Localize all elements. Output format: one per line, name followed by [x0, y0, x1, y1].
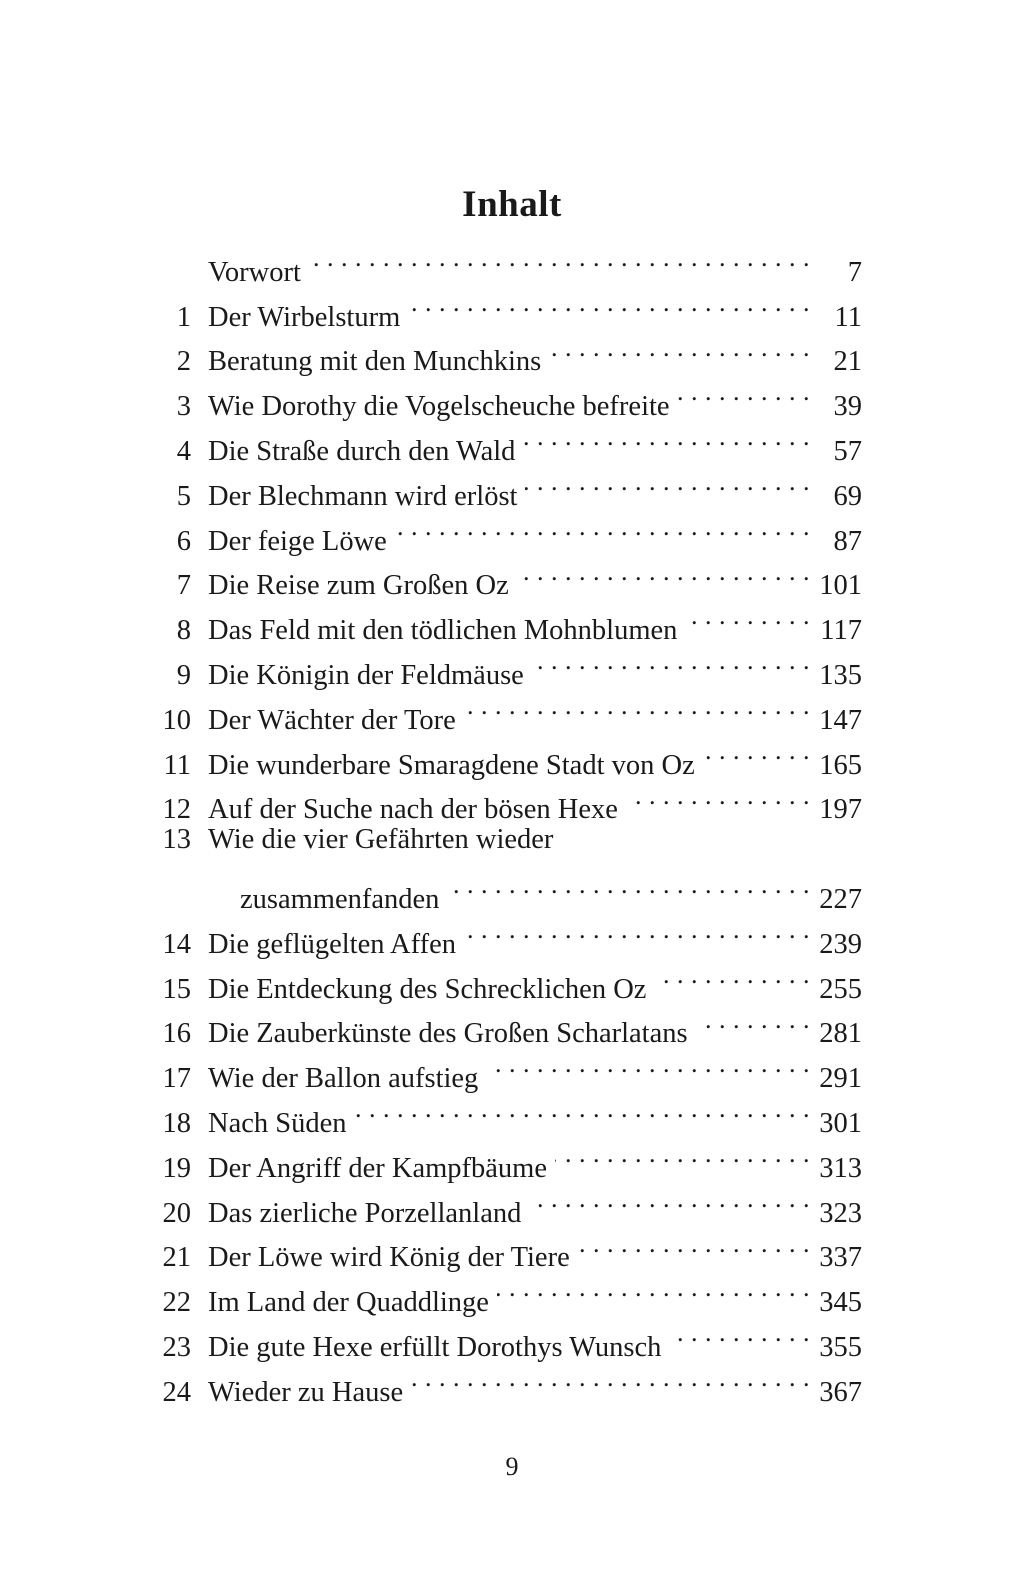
chapter-title: Vorwort — [208, 256, 301, 288]
leader-dots — [486, 1042, 810, 1087]
chapter-title: Der Blechmann wird erlöst — [208, 480, 518, 512]
chapter-title: Die wunderbare Smaragdene Stadt von Oz — [208, 749, 695, 781]
leader-dots — [626, 774, 810, 819]
chapter-number: 13 — [162, 824, 191, 856]
chapter-number: 11 — [163, 749, 191, 781]
chapter-number: 19 — [162, 1152, 191, 1184]
chapter-title: Der Löwe wird König der Tiere — [208, 1242, 570, 1274]
chapter-number: 22 — [162, 1287, 191, 1319]
chapter-number: 18 — [162, 1107, 191, 1139]
toc-entry-vorwort[interactable] — [150, 236, 862, 288]
leader-dots — [525, 460, 810, 505]
leader-dots — [464, 908, 810, 953]
chapter-title: Auf der Suche nach der bösen Hexe — [208, 794, 618, 826]
leader-dots — [678, 370, 810, 415]
leader-dots — [497, 1266, 810, 1311]
chapter-title: Die Königin der Feldmäuse — [208, 659, 524, 691]
leader-dots — [555, 1132, 810, 1177]
chapter-number: 2 — [176, 346, 191, 378]
chapter-number: 4 — [176, 435, 191, 467]
chapter-title: Wieder zu Hause — [208, 1376, 404, 1408]
page-number: 69 — [833, 480, 862, 512]
page-title: Inhalt — [462, 183, 562, 225]
leader-dots — [685, 594, 810, 639]
chapter-title-continued: zusammenfanden — [240, 883, 440, 915]
leader-dots — [447, 863, 810, 908]
leader-dots — [549, 326, 810, 371]
leader-dots — [654, 953, 810, 998]
page-number: 39 — [833, 391, 862, 423]
page-number: 227 — [819, 883, 862, 915]
page-number: 355 — [819, 1331, 862, 1363]
toc-entry-13-continued[interactable] — [150, 863, 862, 915]
chapter-number: 7 — [176, 570, 191, 602]
chapter-title: Der Wächter der Tore — [208, 704, 456, 736]
leader-dots — [696, 998, 810, 1043]
page-number: 291 — [819, 1063, 862, 1095]
chapter-title: Die Straße durch den Wald — [208, 435, 516, 467]
chapter-title: Die gute Hexe erfüllt Dorothys Wunsch — [208, 1331, 662, 1363]
leader-dots — [532, 639, 810, 684]
chapter-number: 20 — [162, 1197, 191, 1229]
page-number: 255 — [819, 973, 862, 1005]
page-number: 101 — [819, 570, 862, 602]
leader-dots — [517, 550, 810, 595]
chapter-title: Das Feld mit den tödlichen Mohnblumen — [208, 615, 678, 647]
toc-entry-13[interactable] — [150, 818, 862, 863]
chapter-number: 6 — [176, 525, 191, 557]
chapter-title: Die Zauberkünste des Großen Scharlatans — [208, 1018, 688, 1050]
chapter-number: 10 — [162, 704, 191, 736]
chapter-number: 15 — [162, 973, 191, 1005]
chapter-title: Wie der Ballon aufstieg — [208, 1063, 479, 1095]
chapter-number: 17 — [162, 1063, 191, 1095]
chapter-number: 9 — [176, 659, 191, 691]
page-number: 239 — [819, 928, 862, 960]
leader-dots — [309, 236, 810, 281]
page-number: 117 — [820, 615, 862, 647]
page-number: 21 — [833, 346, 862, 378]
leader-dots — [578, 1222, 810, 1267]
leader-dots — [355, 1087, 810, 1132]
chapter-title: Die geflügelten Affen — [208, 928, 456, 960]
page-number: 165 — [819, 749, 862, 781]
leader-dots — [523, 415, 810, 460]
chapter-title: Im Land der Quaddlinge — [208, 1287, 489, 1319]
page-number: 337 — [819, 1242, 862, 1274]
leader-dots — [464, 684, 810, 729]
leader-dots — [411, 1356, 810, 1401]
page-number: 281 — [819, 1018, 862, 1050]
chapter-number: 3 — [176, 391, 191, 423]
page-number: 57 — [833, 435, 862, 467]
chapter-number: 12 — [162, 794, 191, 826]
leader-dots — [395, 505, 810, 550]
page-number: 367 — [819, 1376, 862, 1408]
page-number: 87 — [833, 525, 862, 557]
page-number: 197 — [819, 794, 862, 826]
page-number: 11 — [834, 301, 862, 333]
page-folio-number: 9 — [505, 1452, 519, 1481]
chapter-number: 5 — [176, 480, 191, 512]
page-number: 135 — [819, 659, 862, 691]
chapter-number: 16 — [162, 1018, 191, 1050]
leader-dots — [408, 281, 810, 326]
chapter-title: Nach Süden — [208, 1107, 347, 1139]
chapter-number: 8 — [176, 615, 191, 647]
chapter-title: Beratung mit den Munchkins — [208, 346, 542, 378]
leader-dots — [703, 729, 810, 774]
chapter-title: Die Reise zum Großen Oz — [208, 570, 509, 602]
page-number: 323 — [819, 1197, 862, 1229]
chapter-number: 14 — [162, 928, 191, 960]
chapter-number: 1 — [176, 301, 191, 333]
page-number: 313 — [819, 1152, 862, 1184]
chapter-title: Die Entdeckung des Schrecklichen Oz — [208, 973, 647, 1005]
table-of-contents — [150, 236, 862, 1408]
page-number: 301 — [819, 1107, 862, 1139]
chapter-number: 24 — [162, 1376, 191, 1408]
page-number: 7 — [847, 256, 862, 288]
chapter-number: 21 — [162, 1242, 191, 1274]
chapter-title: Der Angriff der Kampfbäume — [208, 1152, 547, 1184]
page-number: 147 — [819, 704, 862, 736]
chapter-title: Das zierliche Porzellanland — [208, 1197, 522, 1229]
leader-dots — [669, 1311, 810, 1356]
leader-dots — [529, 1177, 810, 1222]
chapter-title: Wie die vier Gefährten wieder — [208, 824, 554, 856]
chapter-title: Der Wirbelsturm — [208, 301, 401, 333]
chapter-number: 23 — [162, 1331, 191, 1363]
chapter-title: Der feige Löwe — [208, 525, 387, 557]
chapter-title: Wie Dorothy die Vogelscheuche befreite — [208, 391, 670, 423]
page-number: 345 — [819, 1287, 862, 1319]
